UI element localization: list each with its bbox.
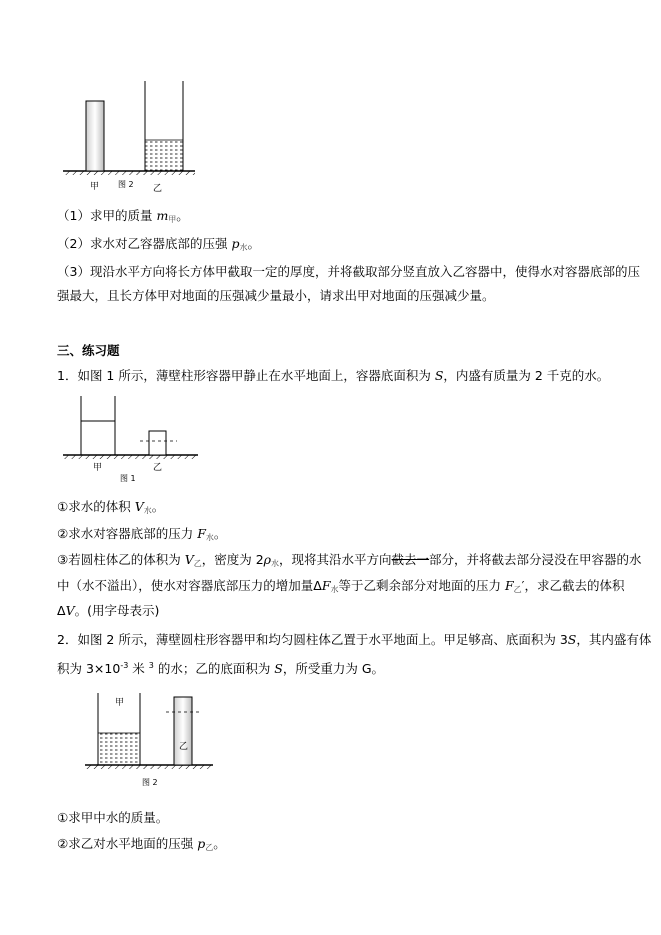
top-label-jia: 甲: [90, 182, 100, 192]
problem-2-stem-line-2: 积为 $3\times 10^{-3}$ 米 $^3$ 的水；乙的底面积为 S，所受重力为 G。: [57, 661, 385, 677]
fig1-ground: [63, 455, 198, 459]
problem-1-sub-2: ②求水对容器底部的压力 $F_水$。: [57, 526, 227, 542]
problem-1-sub-3-line-3: ΔV。(用字母表示): [57, 603, 160, 618]
top-container-yi: [145, 81, 183, 171]
problem-1-sub-3-line-1: ③若圆柱体乙的体积为 $V_乙$，密度为 $2\rho_水$，现将其沿水平方向截去一部分，并将截去部分浸没在甲容器的水: [57, 552, 642, 568]
question-3-line-1: （3）现沿水平方向将长方体甲截取一定的厚度，并将截取部分竖直放入乙容器中，使得水对容器底部的压: [57, 264, 640, 279]
top-figure-caption: 图 2: [118, 180, 134, 189]
fig2-cylinder-yi: [166, 697, 200, 765]
question-3-line-2: 强最大，且长方体甲对地面的压强减少量最小，请求出甲对地面的压强减少量。: [57, 288, 495, 303]
problem-1-sub-1: ①求水的体积 $V_水$。: [57, 499, 165, 515]
problem-1-sub-3-line-2: 中（水不溢出），使水对容器底部压力的增加量$\Delta F_水$等于乙剩余部分对地面的压力 $F_乙'$，求乙截去的体积: [57, 578, 625, 594]
fig1-label-jia: 甲: [93, 463, 103, 473]
problem-1-stem: 1．如图 1 所示，薄壁柱形容器甲静止在水平地面上，容器底面积为 S，内盛有质量为 2 千克的水。: [57, 368, 610, 383]
section-title: 三、练习题: [57, 343, 120, 358]
fig2-label-yi: 乙: [179, 742, 189, 752]
question-1: （1）求甲的质量 $m_甲$。: [57, 208, 189, 224]
fig1-container-jia: [81, 396, 115, 455]
fig1-cylinder-yi: [140, 431, 177, 455]
fig2-ground: [85, 765, 213, 769]
fig1-label-yi: 乙: [153, 463, 163, 473]
top-label-yi: 乙: [153, 184, 163, 194]
question-2: （2）求水对乙容器底部的压强 $p_水$。: [57, 236, 260, 252]
problem-2-stem-line-1: 2．如图 2 所示，薄壁圆柱形容器甲和均匀圆柱体乙置于水平地面上。甲足够高、底面积为 3S，其内盛有体: [57, 632, 652, 647]
top-ground: [63, 171, 195, 175]
fig1-caption: 图 1: [120, 474, 136, 483]
fig2-caption: 图 2: [142, 778, 158, 787]
top-block-jia: [86, 101, 104, 171]
problem-2-sub-1: ①求甲中水的质量。: [57, 810, 169, 825]
problem-2-sub-2: ②求乙对水平地面的压强 $p_乙$。: [57, 836, 226, 852]
fig2-label-jia: 甲: [115, 698, 125, 708]
